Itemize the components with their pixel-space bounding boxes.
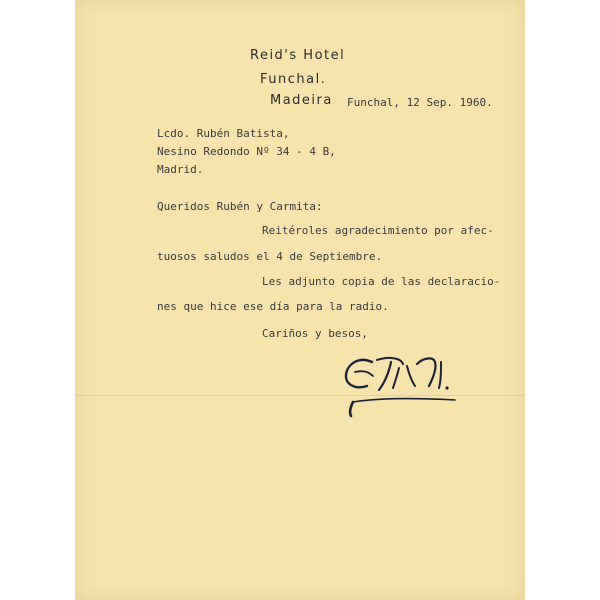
recipient-address-line: Nesino Redondo Nº 34 - 4 B,: [157, 145, 336, 158]
letter-page: [75, 0, 525, 600]
recipient-address-line: Madrid.: [157, 163, 204, 176]
letterhead-region: Madeira: [270, 93, 333, 108]
letterhead-city: Funchal.: [260, 72, 327, 87]
body-paragraph-line: Reitéroles agradecimiento por afec-: [262, 224, 494, 237]
body-paragraph-line: tuosos saludos el 4 de Septiembre.: [157, 250, 383, 263]
recipient-address-line: Lcdo. Rubén Batista,: [157, 127, 290, 140]
letter-date: Funchal, 12 Sep. 1960.: [347, 96, 493, 109]
handwritten-signature: [337, 350, 467, 425]
letter-closing: Cariños y besos,: [262, 327, 368, 340]
letter-greeting: Queridos Rubén y Carmita:: [157, 200, 323, 213]
body-paragraph-line: nes que hice ese día para la radio.: [157, 300, 389, 313]
letterhead-hotel-name: Reid's Hotel: [250, 48, 346, 63]
body-paragraph-line: Les adjunto copia de las declaracio-: [262, 275, 501, 288]
